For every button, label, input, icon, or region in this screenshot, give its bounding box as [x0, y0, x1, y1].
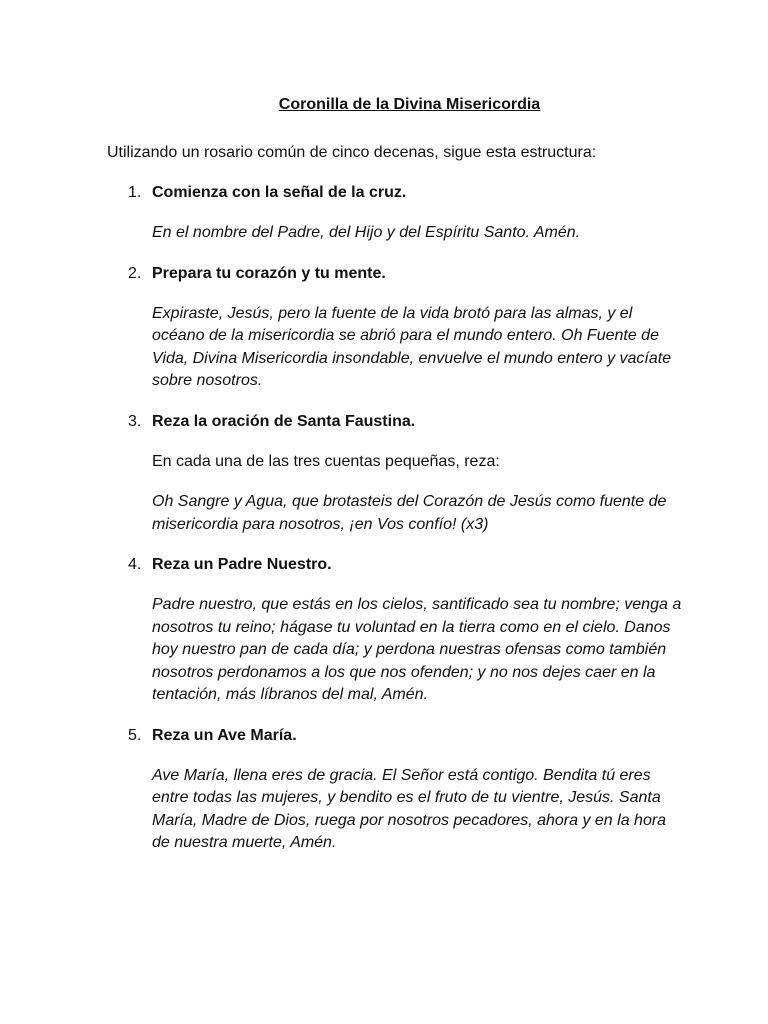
prayer-text: Expiraste, Jesús, pero la fuente de la vida brotó para las almas, y el océano de la misericordia se abrió para el mundo entero. Oh Fuente de Vida, Divina Misericordia insondable, envuelve el mundo entero y vacíate sobre nosotros. [152, 304, 672, 389]
step-2 [107, 263, 684, 393]
step-heading: Prepara tu corazón y tu mente. [152, 264, 386, 282]
step-5 [107, 725, 684, 855]
step-4 [107, 554, 684, 707]
step-number: 5. [128, 726, 142, 744]
prayer-text: Oh Sangre y Agua, que brotasteis del Corazón de Jesús como fuente de misericordia para nosotros, ¡en Vos confío! (x3) [152, 493, 667, 533]
step-heading: Reza un Ave María. [152, 726, 297, 744]
step-body [152, 554, 684, 707]
step-1 [107, 182, 684, 245]
step-heading: Comienza con la señal de la cruz. [152, 184, 407, 201]
step-body [152, 725, 684, 855]
step-body [152, 411, 684, 537]
step-number: 4. [128, 556, 142, 573]
prayer-steps-list [107, 182, 684, 855]
instruction-text: En cada una de las tres cuentas pequeñas, reza: [152, 452, 500, 470]
step-number: 1. [128, 184, 142, 201]
intro-text: Utilizando un rosario común de cinco decenas, sigue esta estructura: [107, 144, 597, 161]
step-heading: Reza un Padre Nuestro. [152, 556, 332, 573]
step-number: 2. [128, 264, 142, 282]
step-3 [107, 411, 684, 537]
document-title: Coronilla de la Divina Misericordia [278, 96, 541, 113]
prayer-text: Ave María, llena eres de gracia. El Señor está contigo. Bendita tú eres entre todas las mujeres, y bendito es el fruto de tu vientre, Jesús. Santa María, Madre de Dios, ruega por nosotros pecadores, ahora y en la hora de nuestra muerte, Amén. [152, 766, 667, 851]
prayer-text: En el nombre del Padre, del Hijo y del Espíritu Santo. Amén. [152, 224, 581, 241]
prayer-text: Padre nuestro, que estás en los cielos, santificado sea tu nombre; venga a nosotros tu reino; hágase tu voluntad en la tierra como en el cielo. Danos hoy nuestro pan de cada día; y perdona nuestras ofensas como también nosotros perdonamos a los que nos ofenden; y no nos dejes caer en la tentación, más líbranos del mal, Amén. [152, 596, 682, 703]
step-body [152, 263, 684, 393]
step-number: 3. [128, 412, 142, 430]
step-body [152, 182, 684, 245]
step-heading: Reza la oración de Santa Faustina. [152, 412, 416, 430]
